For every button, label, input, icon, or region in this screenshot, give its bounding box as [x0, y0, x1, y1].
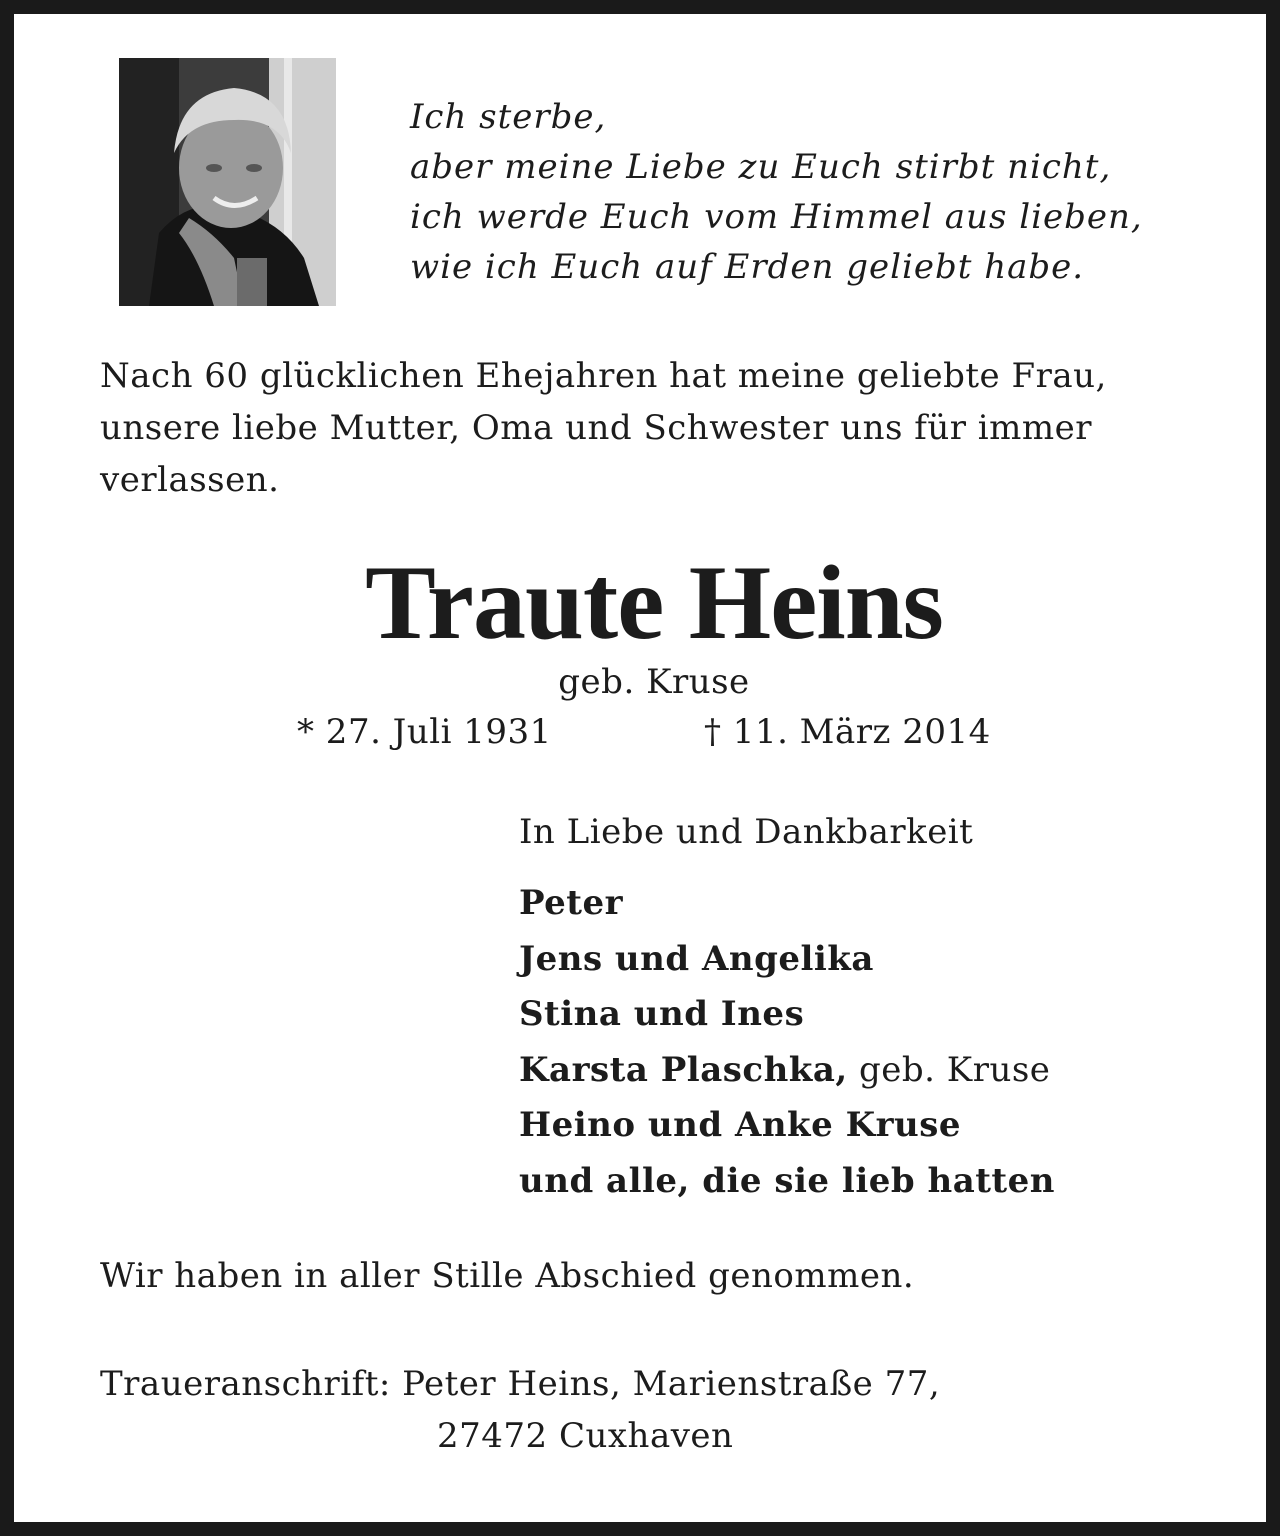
intro-line: Nach 60 glücklichen Ehejahren hat meine geliebte Frau, [100, 356, 1107, 396]
intro-line: unsere liebe Mutter, Oma und Schwester uns für immer [100, 408, 1093, 448]
address-line-2: 27472 Cuxhaven [437, 1416, 734, 1456]
birth-date: * 27. Juli 1931 [297, 712, 552, 752]
birth-name: geb. Kruse [558, 662, 750, 702]
mourner-entry: Heino und Anke Kruse [519, 1105, 962, 1145]
poem-line: aber meine Liebe zu Euch stirbt nicht, [410, 147, 1112, 187]
deceased-name: Traute Heins [365, 544, 943, 661]
intro-text [100, 350, 1107, 506]
mourner-entry: und alle, die sie lieb hatten [519, 1160, 1055, 1201]
mourner-entry: Stina und Ines [519, 994, 805, 1034]
intro-line: verlassen. [100, 460, 280, 500]
mourner-entry: Karsta Plaschka, geb. Kruse [519, 1049, 1051, 1090]
poem [410, 92, 1143, 292]
mourners-intro: In Liebe und Dankbarkeit [519, 812, 974, 852]
poem-line: ich werde Euch vom Himmel aus lieben, [410, 197, 1143, 237]
poem-line: wie ich Euch auf Erden geliebt habe. [410, 247, 1085, 287]
death-date: † 11. März 2014 [704, 712, 991, 752]
address-line-1: Traueranschrift: Peter Heins, Marienstraße 77, [100, 1364, 941, 1404]
portrait-photo-icon [119, 58, 336, 306]
mourners-list [519, 876, 1055, 1209]
mourner-entry: Jens und Angelika [519, 938, 874, 979]
closing-text: Wir haben in aller Stille Abschied genommen. [100, 1256, 915, 1296]
mourner-entry: Peter [519, 883, 624, 923]
poem-line: Ich sterbe, [410, 97, 607, 137]
